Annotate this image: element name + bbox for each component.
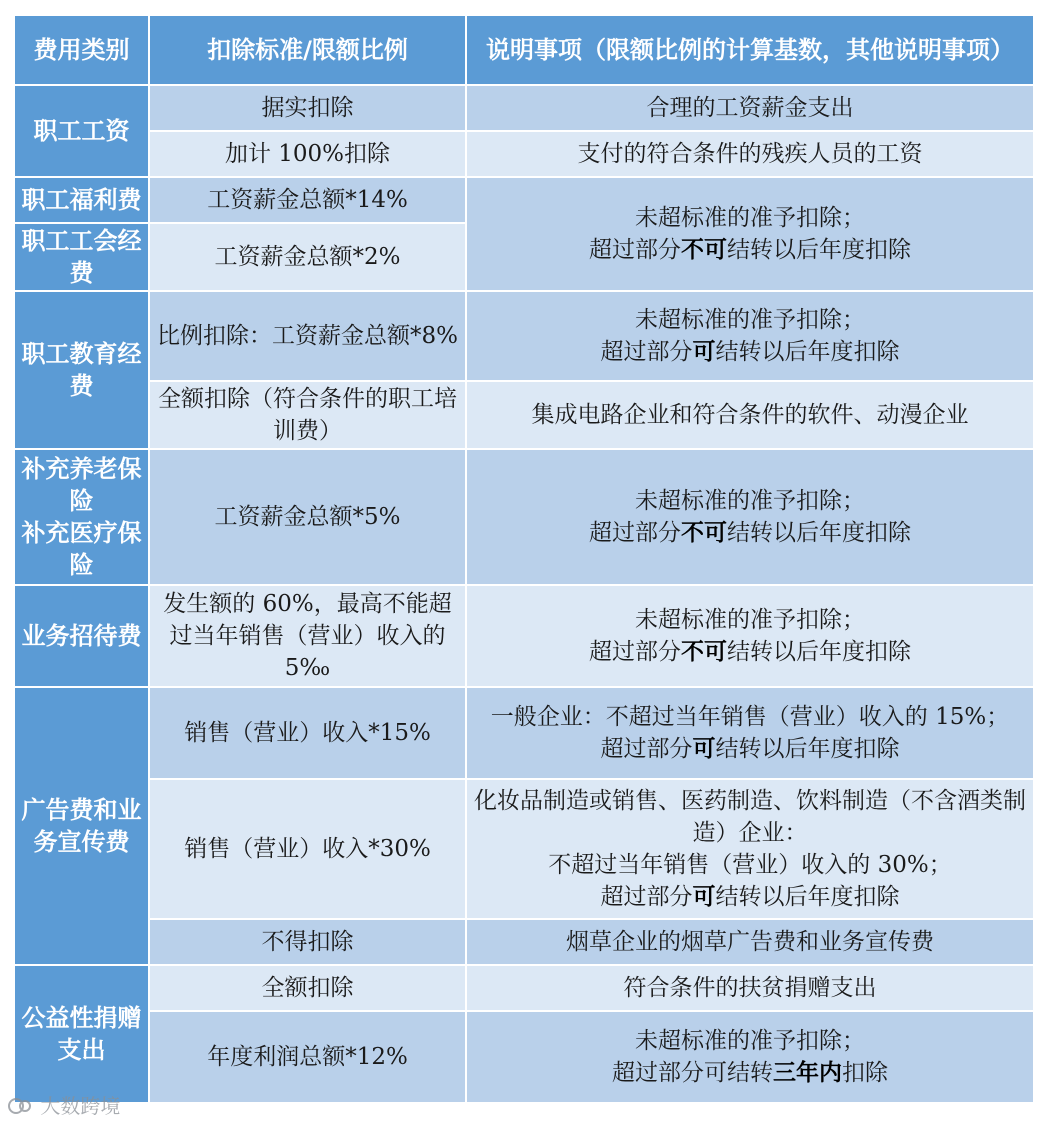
table-row (14, 585, 1034, 687)
note-cell (466, 177, 1034, 291)
emphasis-text: 可 (692, 883, 716, 910)
emphasis-text: 三年内 (773, 1059, 842, 1086)
emphasis-text: 不可 (681, 519, 727, 546)
note-cell: 集成电路企业和符合条件的软件、动漫企业 (466, 381, 1034, 449)
note-cell: 烟草企业的烟草广告费和业务宣传费 (466, 919, 1034, 965)
note-cell (466, 779, 1034, 919)
emphasis-text: 可 (692, 338, 716, 365)
standard-cell: 发生额的 60%，最高不能超过当年销售（营业）收入的5‰ (149, 585, 466, 687)
note-line: 超过部分可结转以后年度扣除 (600, 883, 900, 910)
table-row (14, 381, 1034, 449)
note-cell (466, 687, 1034, 779)
watermark-text: 大数跨境 (40, 1094, 121, 1118)
category-cell: 补充养老保险 补充医疗保险 (14, 449, 149, 585)
note-line: 未超标准的准予扣除； (635, 607, 865, 633)
header-standard: 扣除标准/限额比例 (149, 15, 466, 85)
note-line: 超过部分不可结转以后年度扣除 (589, 236, 911, 263)
watermark-logo-icon (8, 1096, 34, 1116)
note-cell (466, 1011, 1034, 1103)
standard-cell: 全额扣除（符合条件的职工培训费） (149, 381, 466, 449)
note-cell: 合理的工资薪金支出 (466, 85, 1034, 131)
table-row (14, 177, 1034, 223)
category-cell: 公益性捐赠支出 (14, 965, 149, 1103)
table-row (14, 965, 1034, 1011)
note-line: 超过部分可结转以后年度扣除 (600, 338, 900, 365)
note-line: 超过部分不可结转以后年度扣除 (589, 638, 911, 665)
category-cell: 业务招待费 (14, 585, 149, 687)
table-row (14, 85, 1034, 131)
category-cell: 职工工会经费 (14, 223, 149, 291)
table-row (14, 449, 1034, 585)
note-line: 不超过当年销售（营业）收入的 30%； (548, 852, 952, 878)
standard-cell: 比例扣除：工资薪金总额*8% (149, 291, 466, 381)
header-category: 费用类别 (14, 15, 149, 85)
note-line: 超过部分不可结转以后年度扣除 (589, 519, 911, 546)
note-line: 一般企业：不超过当年销售（营业）收入的 15%； (490, 704, 1010, 730)
table-row (14, 291, 1034, 381)
standard-cell: 工资薪金总额*2% (149, 223, 466, 291)
category-cell: 广告费和业务宣传费 (14, 687, 149, 965)
note-line: 超过部分可结转三年内扣除 (612, 1059, 888, 1086)
table-row (14, 687, 1034, 779)
table-row (14, 779, 1034, 919)
note-cell (466, 449, 1034, 585)
standard-cell: 年度利润总额*12% (149, 1011, 466, 1103)
deduction-table (13, 14, 1035, 1104)
category-cell: 职工福利费 (14, 177, 149, 223)
emphasis-text: 不可 (681, 638, 727, 665)
header-notes: 说明事项（限额比例的计算基数，其他说明事项） (466, 15, 1034, 85)
standard-cell: 全额扣除 (149, 965, 466, 1011)
standard-cell: 据实扣除 (149, 85, 466, 131)
table-row (14, 131, 1034, 177)
note-line: 未超标准的准予扣除； (635, 307, 865, 333)
note-line: 化妆品制造或销售、医药制造、饮料制造（不含酒类制造）企业： (474, 788, 1026, 846)
emphasis-text: 可 (692, 735, 716, 762)
note-cell (466, 291, 1034, 381)
standard-cell: 销售（营业）收入*30% (149, 779, 466, 919)
watermark (8, 1090, 120, 1119)
note-line: 超过部分可结转以后年度扣除 (600, 735, 900, 762)
header-row (14, 15, 1034, 85)
note-cell: 符合条件的扶贫捐赠支出 (466, 965, 1034, 1011)
standard-cell: 加计 100%扣除 (149, 131, 466, 177)
note-cell (466, 585, 1034, 687)
category-cell: 职工工资 (14, 85, 149, 177)
standard-cell: 工资薪金总额*14% (149, 177, 466, 223)
table-row (14, 919, 1034, 965)
standard-cell: 销售（营业）收入*15% (149, 687, 466, 779)
note-line: 未超标准的准予扣除； (635, 205, 865, 231)
emphasis-text: 不可 (681, 236, 727, 263)
category-cell: 职工教育经费 (14, 291, 149, 449)
standard-cell: 工资薪金总额*5% (149, 449, 466, 585)
note-line: 未超标准的准予扣除； (635, 1028, 865, 1054)
table-row (14, 1011, 1034, 1103)
note-line: 未超标准的准予扣除； (635, 488, 865, 514)
standard-cell: 不得扣除 (149, 919, 466, 965)
note-cell: 支付的符合条件的残疾人员的工资 (466, 131, 1034, 177)
